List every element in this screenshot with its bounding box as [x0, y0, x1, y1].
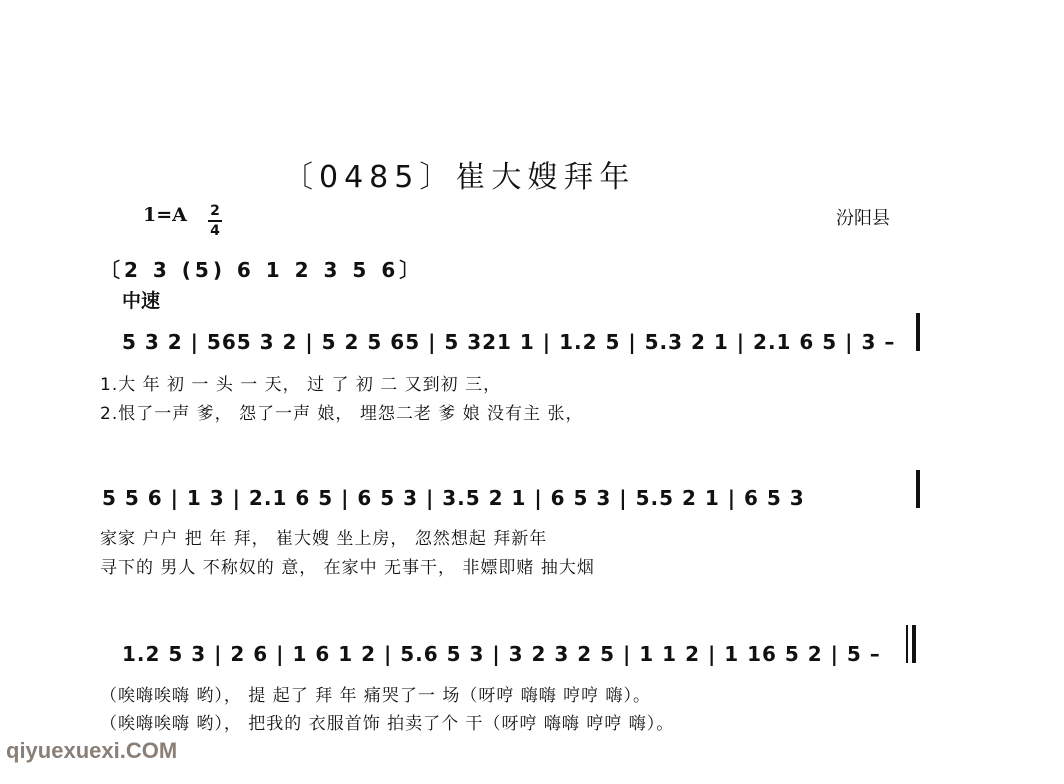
lyric-row-3-verse-1: （唉嗨唉嗨 哟）， 提 起了 拜 年 痛哭了一 场（呀哼 嗨嗨 哼哼 嗨）。	[100, 686, 652, 706]
source-label: 汾阳县	[836, 208, 890, 229]
key-signature: 1=A	[143, 204, 187, 226]
time-signature-bottom: 4	[210, 223, 220, 239]
time-signature	[208, 203, 222, 239]
tempo-marking: 中速	[122, 290, 161, 312]
lyric-row-2-verse-1: 家家 户户 把 年 拜， 崔大嫂 坐上房， 忽然想起 拜新年	[100, 529, 548, 549]
music-row-2: 5 5 6 | 1 3 | 2.1 6 5 | 6 5 3 | 3.5 2 1 | 6 5 3 | 5.5 2 1 | 6 5 3	[102, 486, 805, 510]
end-barline	[916, 470, 920, 508]
music-row-1: 5 3 2 | 565 3 2 | 5 2 5 65 | 5 321 1 | 1.2 5 | 5.3 2 1 | 2.1 6 5 | 3 –	[122, 330, 896, 354]
final-barline	[912, 625, 916, 663]
music-row-3: 1.2 5 3 | 2 6 | 1 6 1 2 | 5.6 5 3 | 3 2 3 2 5 | 1 1 2 | 1 16 5 2 | 5 –	[122, 642, 881, 666]
time-signature-top: 2	[210, 203, 220, 219]
lyric-row-3-verse-2: （唉嗨唉嗨 哟）， 把我的 衣服首饰 拍卖了个 干（呀哼 嗨嗨 哼哼 嗨）。	[100, 714, 675, 734]
watermark: qiyuexuexi.COM	[6, 738, 178, 763]
end-barline	[916, 313, 920, 351]
lyric-row-1-verse-2: 2.恨了一声 爹， 怨了一声 娘， 埋怨二老 爹 娘 没有主 张，	[100, 404, 584, 424]
lyric-row-1-verse-1: 1.大 年 初 一 头 一 天， 过 了 初 二 又到初 三，	[100, 375, 502, 395]
intro-phrase: 〔2 3 (5) 6 1 2 3 5 6〕	[100, 258, 424, 282]
song-title: 〔0485〕崔大嫂拜年	[283, 160, 636, 195]
lyric-row-2-verse-2: 寻下的 男人 不称奴的 意， 在家中 无事干， 非嫖即赌 抽大烟	[100, 558, 595, 578]
final-barline-thin	[906, 625, 908, 663]
